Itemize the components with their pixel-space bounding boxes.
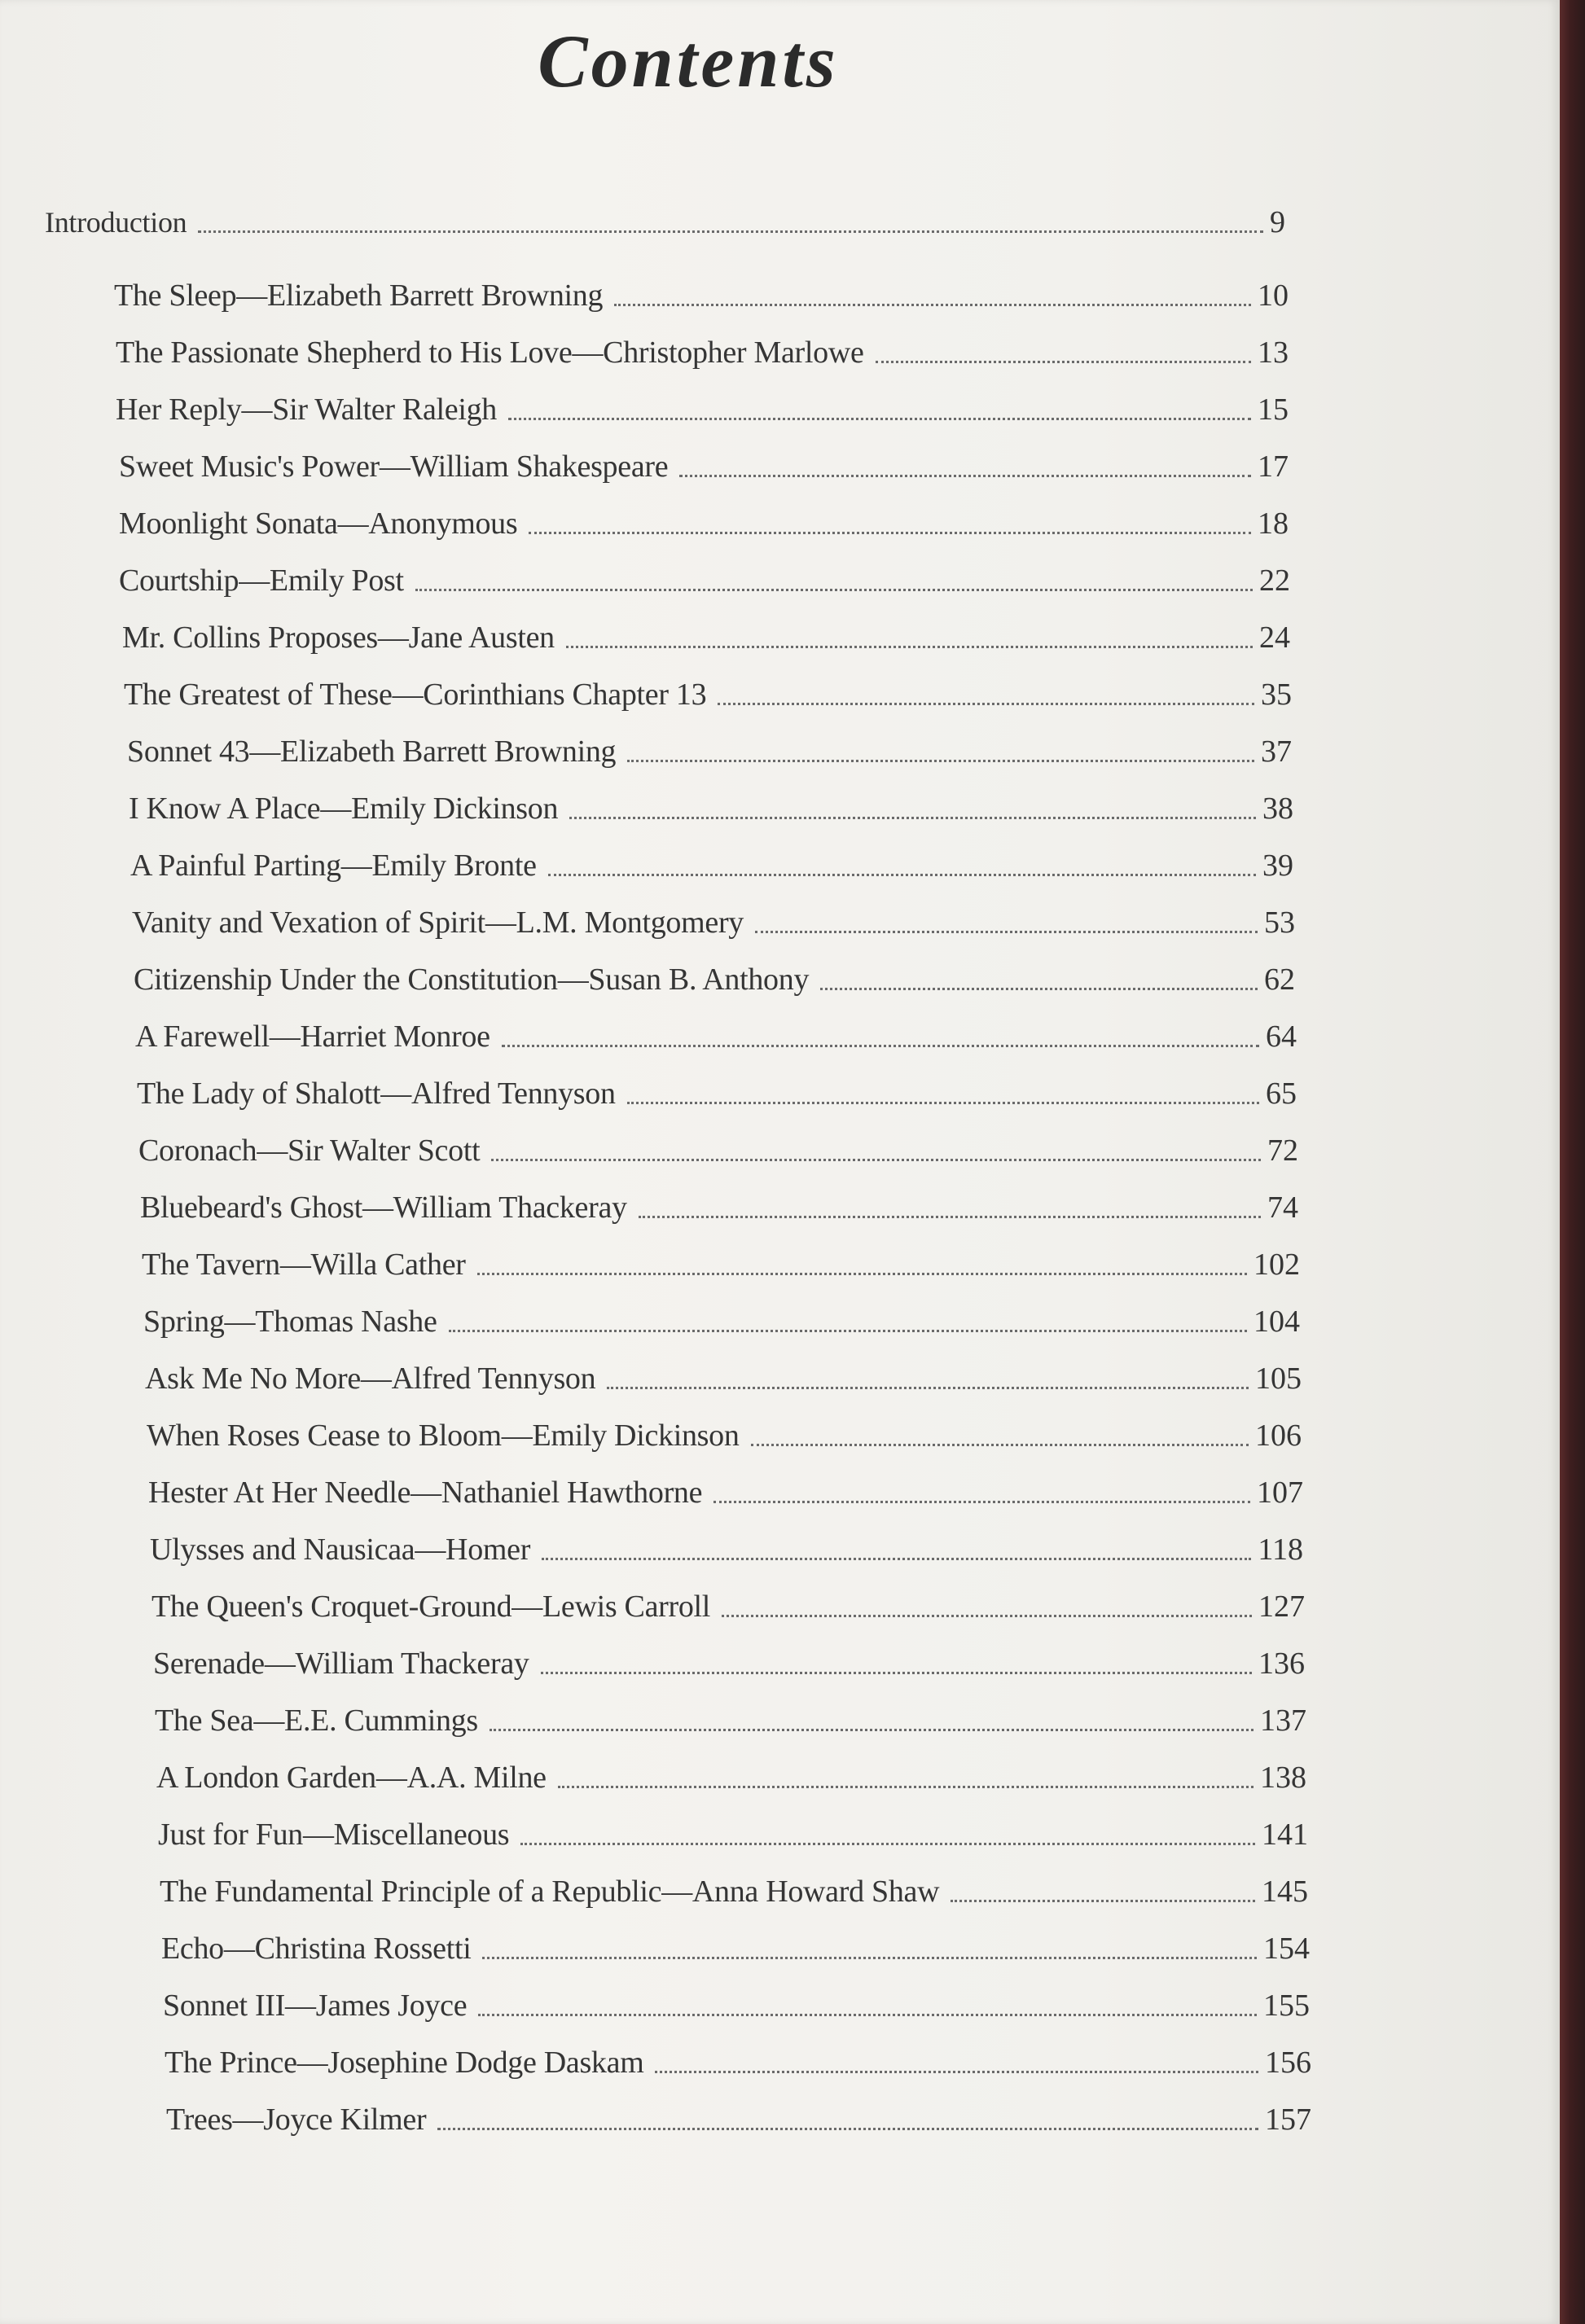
toc-entry-title: Her Reply—Sir Walter Raleigh xyxy=(116,392,498,427)
toc-entry-title: Ulysses and Nausicaa—Homer xyxy=(150,1533,531,1567)
toc-entry-page-number: 127 xyxy=(1258,1590,1305,1624)
dot-leader xyxy=(542,1557,1251,1560)
dot-leader xyxy=(820,987,1258,990)
dot-leader xyxy=(548,873,1256,876)
toc-entry xyxy=(148,1472,1303,1513)
dot-leader xyxy=(508,417,1251,420)
toc-entry xyxy=(166,2099,1311,2140)
toc-entry-page-number: 13 xyxy=(1258,335,1289,370)
toc-entry-page-number: 18 xyxy=(1258,506,1289,541)
toc-entry xyxy=(140,1187,1298,1228)
toc-entry xyxy=(165,2042,1311,2083)
dot-leader xyxy=(713,1500,1250,1503)
toc-entry-title: Citizenship Under the Constitution—Susan B. Anthony xyxy=(134,962,810,997)
toc-entry-page-number: 15 xyxy=(1258,392,1289,427)
toc-entry-title: The Fundamental Principle of a Republic—Anna Howard Shaw xyxy=(160,1875,940,1909)
toc-entry xyxy=(119,560,1290,601)
dot-leader xyxy=(482,1956,1257,1959)
toc-entry-title: The Sea—E.E. Cummings xyxy=(155,1704,478,1738)
toc-entry-page-number: 102 xyxy=(1254,1248,1300,1282)
toc-entry xyxy=(142,1244,1300,1285)
toc-entry xyxy=(158,1814,1308,1855)
toc-entry-title: A London Garden—A.A. Milne xyxy=(156,1761,547,1795)
toc-entry-page-number: 107 xyxy=(1257,1476,1303,1510)
dot-leader xyxy=(607,1386,1249,1389)
dot-leader xyxy=(541,1671,1252,1674)
toc-entry-page-number: 65 xyxy=(1266,1076,1297,1111)
toc-entry-title: Introduction xyxy=(45,206,187,239)
toc-entry-title: Ask Me No More—Alfred Tennyson xyxy=(145,1362,596,1396)
toc-entry xyxy=(119,446,1289,487)
toc-entry-title: The Sleep—Elizabeth Barrett Browning xyxy=(114,278,604,313)
dot-leader xyxy=(751,1443,1249,1446)
toc-entry-page-number: 17 xyxy=(1258,449,1289,484)
toc-entry xyxy=(122,617,1290,658)
dot-leader xyxy=(951,1899,1255,1902)
toc-entry-title: Sonnet III—James Joyce xyxy=(163,1989,468,2023)
toc-entry-title: The Tavern—Willa Cather xyxy=(142,1248,466,1282)
toc-entry xyxy=(116,332,1289,373)
toc-entry-page-number: 145 xyxy=(1262,1875,1308,1909)
dot-leader xyxy=(627,759,1254,762)
dot-leader xyxy=(718,702,1254,705)
toc-entry-page-number: 64 xyxy=(1266,1019,1297,1054)
toc-entry-title: I Know A Place—Emily Dickinson xyxy=(129,791,559,826)
toc-entry xyxy=(138,1130,1298,1171)
toc-entry xyxy=(150,1529,1303,1570)
dot-leader xyxy=(655,2070,1258,2073)
dot-leader xyxy=(520,1842,1255,1845)
toc-entry-page-number: 74 xyxy=(1267,1191,1298,1225)
toc-entry-title: Coronach—Sir Walter Scott xyxy=(138,1133,481,1168)
toc-entry-title: Courtship—Emily Post xyxy=(119,563,404,598)
toc-entry xyxy=(137,1073,1297,1114)
toc-entry-page-number: 138 xyxy=(1260,1761,1306,1795)
toc-entry xyxy=(145,1358,1302,1399)
dot-leader xyxy=(876,360,1251,363)
dot-leader xyxy=(478,2013,1257,2016)
toc-entry xyxy=(130,845,1293,886)
toc-entry-page-number: 155 xyxy=(1263,1989,1310,2023)
dot-leader xyxy=(679,474,1251,477)
toc-entry-page-number: 72 xyxy=(1267,1133,1298,1168)
toc-entry xyxy=(151,1586,1305,1627)
toc-entry-title: Vanity and Vexation of Spirit—L.M. Montgomery xyxy=(132,905,744,940)
toc-entry-page-number: 141 xyxy=(1262,1818,1308,1852)
toc-entry-page-number: 156 xyxy=(1265,2046,1311,2080)
toc-entry-title: Just for Fun—Miscellaneous xyxy=(158,1818,510,1852)
toc-entry xyxy=(156,1757,1306,1798)
toc-entry-page-number: 35 xyxy=(1261,677,1292,712)
toc-entry-title: Moonlight Sonata—Anonymous xyxy=(119,506,518,541)
dot-leader xyxy=(415,588,1253,591)
dot-leader xyxy=(502,1044,1259,1047)
dot-leader xyxy=(569,816,1256,819)
dot-leader xyxy=(437,2127,1258,2130)
dot-leader xyxy=(755,930,1258,933)
dot-leader xyxy=(477,1272,1247,1275)
toc-entry-title: The Queen's Croquet-Ground—Lewis Carroll xyxy=(151,1590,711,1624)
toc-entry xyxy=(155,1700,1306,1741)
toc-entry-page-number: 118 xyxy=(1258,1533,1303,1567)
toc-entry-title: The Greatest of These—Corinthians Chapter 13 xyxy=(124,677,707,712)
toc-entry-title: The Lady of Shalott—Alfred Tennyson xyxy=(137,1076,616,1111)
toc-entry-title: Bluebeard's Ghost—William Thackeray xyxy=(140,1191,627,1225)
toc-entry xyxy=(135,1016,1297,1057)
toc-entry-page-number: 37 xyxy=(1261,734,1292,769)
toc-entry xyxy=(119,503,1289,544)
toc-entry-page-number: 62 xyxy=(1264,962,1295,997)
toc-entry-page-number: 38 xyxy=(1262,791,1293,826)
toc-entry xyxy=(124,674,1292,715)
toc-entry-title: Trees—Joyce Kilmer xyxy=(166,2103,427,2137)
toc-entry-page-number: 157 xyxy=(1265,2103,1311,2137)
toc-entry-title: The Prince—Josephine Dodge Daskam xyxy=(165,2046,644,2080)
dot-leader xyxy=(627,1101,1259,1104)
toc-entry-title: Hester At Her Needle—Nathaniel Hawthorne xyxy=(148,1476,703,1510)
dot-leader xyxy=(490,1728,1254,1731)
toc-entry-page-number: 106 xyxy=(1255,1419,1302,1453)
toc-entry xyxy=(132,902,1295,943)
toc-entry-title: Mr. Collins Proposes—Jane Austen xyxy=(122,620,555,655)
toc-entry-title: Sonnet 43—Elizabeth Barrett Browning xyxy=(127,734,617,769)
toc-entry-title: Spring—Thomas Nashe xyxy=(143,1305,437,1339)
toc-entry-title: A Farewell—Harriet Monroe xyxy=(135,1019,490,1054)
toc-entry-page-number: 104 xyxy=(1254,1305,1300,1339)
toc-entry xyxy=(129,788,1293,829)
toc-entry-title: Serenade—William Thackeray xyxy=(153,1647,529,1681)
toc-entry-page-number: 53 xyxy=(1264,905,1295,940)
toc-entry xyxy=(163,1985,1310,2026)
toc-entry-title: Echo—Christina Rossetti xyxy=(161,1932,472,1966)
dot-leader xyxy=(449,1329,1247,1332)
toc-entry xyxy=(134,959,1295,1000)
toc-entry-page-number: 105 xyxy=(1255,1362,1302,1396)
toc-entry-title: Sweet Music's Power—William Shakespeare xyxy=(119,449,669,484)
toc-entry-page-number: 154 xyxy=(1263,1932,1310,1966)
toc-entry-title: When Roses Cease to Bloom—Emily Dickinson xyxy=(147,1419,740,1453)
toc-entry-page-number: 24 xyxy=(1259,620,1290,655)
dot-leader xyxy=(198,230,1263,233)
dot-leader xyxy=(639,1215,1261,1218)
toc-entry xyxy=(147,1415,1302,1456)
toc-entry-title: The Passionate Shepherd to His Love—Christopher Marlowe xyxy=(116,335,864,370)
toc-entry-introduction xyxy=(45,202,1285,243)
toc-entry xyxy=(114,275,1289,316)
toc-entry xyxy=(116,389,1289,430)
toc-entry-title: A Painful Parting—Emily Bronte xyxy=(130,848,537,883)
toc-entry xyxy=(153,1643,1305,1684)
toc-entry xyxy=(160,1871,1308,1912)
dot-leader xyxy=(722,1614,1252,1617)
toc-entry-page-number: 10 xyxy=(1258,278,1289,313)
dot-leader xyxy=(566,645,1253,648)
toc-entry-page-number: 137 xyxy=(1260,1704,1306,1738)
dot-leader xyxy=(491,1158,1261,1161)
toc-entry xyxy=(143,1301,1300,1342)
dot-leader xyxy=(614,303,1251,306)
toc-entry xyxy=(127,731,1292,772)
dot-leader xyxy=(558,1785,1254,1788)
dot-leader xyxy=(529,531,1251,534)
page-title: Contents xyxy=(538,20,839,103)
toc-entry-page-number: 22 xyxy=(1259,563,1290,598)
toc-entry-page-number: 39 xyxy=(1262,848,1293,883)
toc-entry xyxy=(161,1928,1310,1969)
toc-entry-page-number: 136 xyxy=(1258,1647,1305,1681)
toc-entry-page-number: 9 xyxy=(1270,205,1285,239)
